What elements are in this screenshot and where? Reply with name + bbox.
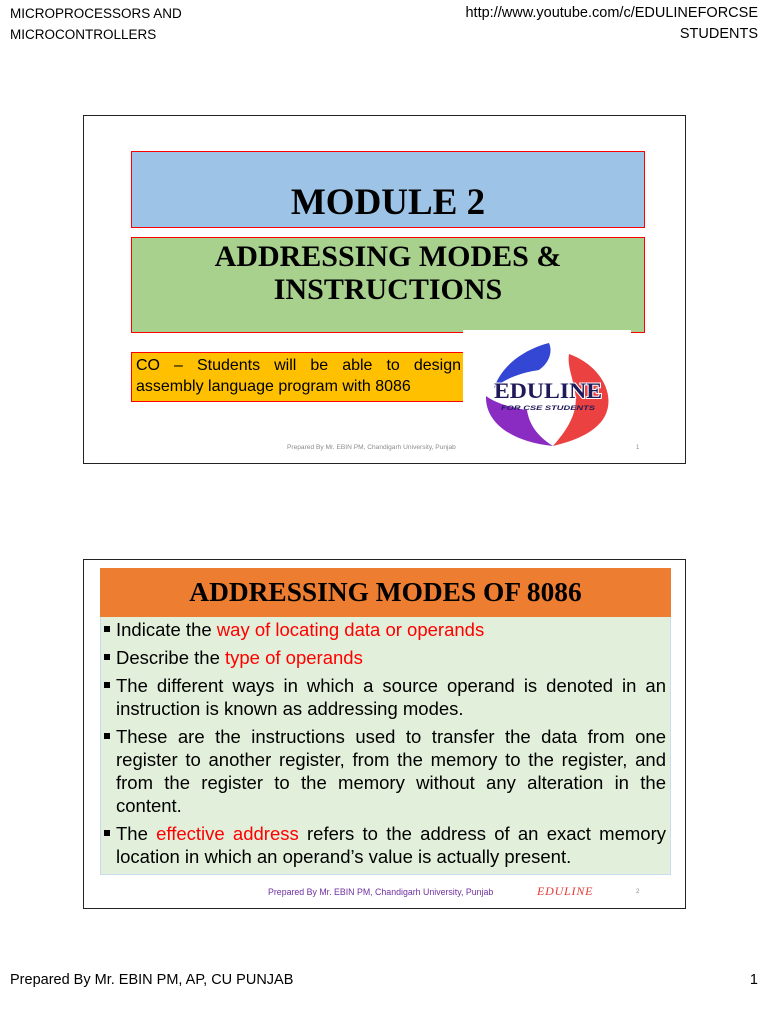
channel-url-line-2[interactable]: STUDENTS xyxy=(679,26,758,42)
page-header-channel xyxy=(465,3,758,45)
eduline-logo-graphic xyxy=(463,330,631,449)
bullet-text: The xyxy=(116,823,157,844)
slide-page-number: 1 xyxy=(636,445,640,451)
logo-tagline: FOR CSE STUDENTS xyxy=(501,405,596,412)
highlighted-phrase: effective address xyxy=(156,823,299,844)
bullet-text: Indicate the xyxy=(116,619,217,640)
subtitle-box xyxy=(131,237,645,333)
bullet-square-icon xyxy=(104,626,110,632)
bullet-text: refers to the address of an exact memory location in which an operand’s value is actually present. xyxy=(116,823,666,867)
channel-url-line-1[interactable]: http://www.youtube.com/c/EDULINEFORCSE xyxy=(465,5,758,21)
list-item xyxy=(116,646,666,669)
list-item xyxy=(116,618,666,641)
slide-page-number: 2 xyxy=(636,889,640,895)
page-footer-credit: Prepared By Mr. EBIN PM, AP, CU PUNJAB xyxy=(10,972,294,988)
slide-footer-credit: Prepared By Mr. EBIN PM, Chandigarh University, Punjab xyxy=(268,887,494,897)
course-title-line-1: MICROPROCESSORS AND xyxy=(10,6,182,21)
slide-subtitle: ADDRESSING MODES & INSTRUCTIONS xyxy=(214,240,562,306)
list-item xyxy=(116,725,666,817)
bullet-square-icon xyxy=(104,654,110,660)
course-outcome-box xyxy=(131,352,466,402)
page-number: 1 xyxy=(749,972,758,988)
highlighted-phrase: way of locating data or operands xyxy=(216,619,485,640)
bullet-list xyxy=(100,617,671,875)
bullet-text: The different ways in which a source operand is denoted in an instruction is known as addressing modes. xyxy=(116,675,666,719)
page-header-course xyxy=(10,3,182,45)
slide-title: MODULE 2 xyxy=(290,182,486,223)
bullet-square-icon xyxy=(104,733,110,739)
bullet-text: These are the instructions used to transfer the data from one register to another register, from the memory to the register, and from the register to the memory without any alteration in the content. xyxy=(116,726,666,816)
logo-purple-flame xyxy=(486,396,553,446)
course-title-line-2: MICROCONTROLLERS xyxy=(10,27,157,42)
list-item xyxy=(116,822,666,868)
list-item xyxy=(116,674,666,720)
highlighted-phrase: type of operands xyxy=(225,647,363,668)
slide-1 xyxy=(83,115,686,464)
logo-wordmark: EDULINE xyxy=(494,378,602,403)
course-outcome-text: CO – Students will be able to design assembly language program with 8086 xyxy=(136,357,461,395)
bullet-text: Describe the xyxy=(116,647,225,668)
slide-footer-brand: EDULINE xyxy=(537,884,594,898)
eduline-logo xyxy=(463,330,631,449)
bullet-square-icon xyxy=(104,830,110,836)
slide-footer-credit: Prepared By Mr. EBIN PM, Chandigarh University, Punjab xyxy=(287,444,456,451)
title-box xyxy=(131,151,645,228)
slide-title: ADDRESSING MODES OF 8086 xyxy=(100,568,671,617)
slide-2 xyxy=(83,559,686,909)
bullet-square-icon xyxy=(104,682,110,688)
